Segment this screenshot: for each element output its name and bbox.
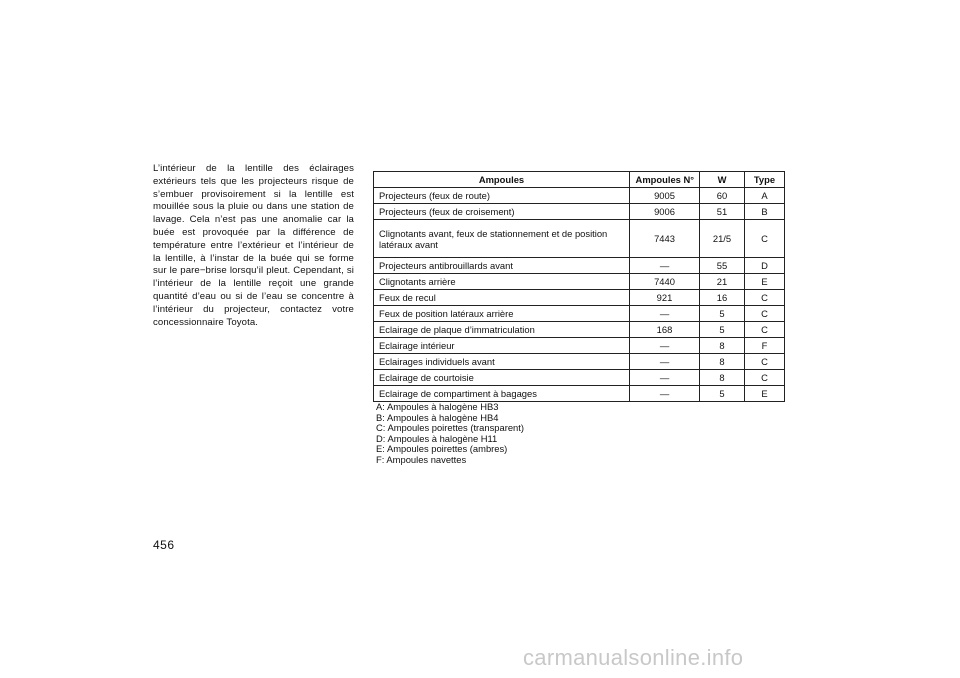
bulb-type: A [745, 188, 785, 204]
bulb-number: — [630, 386, 700, 402]
table-header-row [374, 172, 785, 188]
bulb-type: C [745, 290, 785, 306]
page-number: 456 [153, 538, 175, 552]
bulb-watts: 51 [700, 204, 745, 220]
bulb-type: C [745, 354, 785, 370]
bulb-watts: 21 [700, 274, 745, 290]
bulb-number: — [630, 354, 700, 370]
bulb-type: D [745, 258, 785, 274]
bulb-number: 9006 [630, 204, 700, 220]
watermark: carmanualsonline.info [523, 645, 744, 670]
table-row [374, 220, 785, 258]
header-ampoules: Ampoules [374, 172, 630, 188]
bulb-number: — [630, 338, 700, 354]
table-row [374, 370, 785, 386]
bulb-watts: 8 [700, 338, 745, 354]
bulb-number: 7443 [630, 220, 700, 258]
legend-item: D: Ampoules à halogène H11 [376, 432, 498, 444]
legend-item: E: Ampoules poirettes (ambres) [376, 443, 508, 454]
legend-item: C: Ampoules poirettes (transparent) [376, 422, 524, 433]
bulb-type-legend [376, 402, 524, 465]
bulb-name: Projecteurs (feux de croisement) [374, 204, 630, 220]
bulb-watts: 5 [700, 322, 745, 338]
bulb-name: Clignotants arrière [374, 274, 630, 290]
table-row [374, 290, 785, 306]
bulb-name: Feux de recul [374, 290, 630, 306]
table-row [374, 386, 785, 402]
legend-item: A: Ampoules à halogène HB3 [376, 401, 499, 412]
header-ampoule-number: Ampoules N° [630, 172, 700, 188]
bulb-number: — [630, 306, 700, 322]
bulb-number: 168 [630, 322, 700, 338]
bulb-watts: 8 [700, 354, 745, 370]
bulb-type: F [745, 338, 785, 354]
intro-paragraph: L’intérieur de la lentille des éclairages extérieurs tels que les projecteurs risque de s’embuer provisoirement si la lentille est mouillée sous la pluie ou dans une station de lavage. Cela n’est pas une anomalie car la buée est provoquée par la différence de température entre l’extérieur et l’intérieur de la lentille, à l’instar de la buée qui se forme sur le pare−brise lorsqu’il pleut. Cependant, si l’intérieur de la lentille reçoit une grande quantité d’eau ou si de l’eau se concentre à l’intérieur du projecteur, contactez votre concessionnaire Toyota. [153, 163, 354, 328]
table-row [374, 322, 785, 338]
bulb-watts: 16 [700, 290, 745, 306]
bulb-type: C [745, 220, 785, 258]
header-watts: W [700, 172, 745, 188]
table-row [374, 204, 785, 220]
table-row [374, 258, 785, 274]
bulb-type: B [745, 204, 785, 220]
legend-item: F: Ampoules navettes [376, 453, 467, 465]
bulb-name: Eclairages individuels avant [374, 354, 630, 370]
bulb-type: E [745, 274, 785, 290]
bulb-name: Projecteurs (feux de route) [374, 188, 630, 204]
bulb-name: Eclairage de courtoisie [374, 370, 630, 386]
bulb-name: Feux de position latéraux arrière [374, 306, 630, 322]
bulb-name: Eclairage de plaque d’immatriculation [374, 322, 630, 338]
legend-item: B: Ampoules à halogène HB4 [376, 411, 499, 423]
table-row [374, 306, 785, 322]
bulb-type: C [745, 322, 785, 338]
bulb-name: Clignotants avant, feux de stationnement et de position latéraux avant [374, 220, 630, 258]
bulb-name: Eclairage de compartiment à bagages [374, 386, 630, 402]
header-type: Type [745, 172, 785, 188]
bulb-watts: 5 [700, 386, 745, 402]
table-row [374, 274, 785, 290]
bulb-number: 921 [630, 290, 700, 306]
bulb-watts: 8 [700, 370, 745, 386]
bulb-type: C [745, 370, 785, 386]
bulb-table [373, 171, 785, 402]
bulb-number: — [630, 258, 700, 274]
bulb-name: Projecteurs antibrouillards avant [374, 258, 630, 274]
bulb-watts: 5 [700, 306, 745, 322]
bulb-number: — [630, 370, 700, 386]
bulb-watts: 60 [700, 188, 745, 204]
bulb-type: C [745, 306, 785, 322]
bulb-name: Eclairage intérieur [374, 338, 630, 354]
bulb-type: E [745, 386, 785, 402]
table-row [374, 338, 785, 354]
bulb-watts: 21/5 [700, 220, 745, 258]
table-row [374, 188, 785, 204]
bulb-number: 7440 [630, 274, 700, 290]
bulb-number: 9005 [630, 188, 700, 204]
bulb-watts: 55 [700, 258, 745, 274]
table-row [374, 354, 785, 370]
